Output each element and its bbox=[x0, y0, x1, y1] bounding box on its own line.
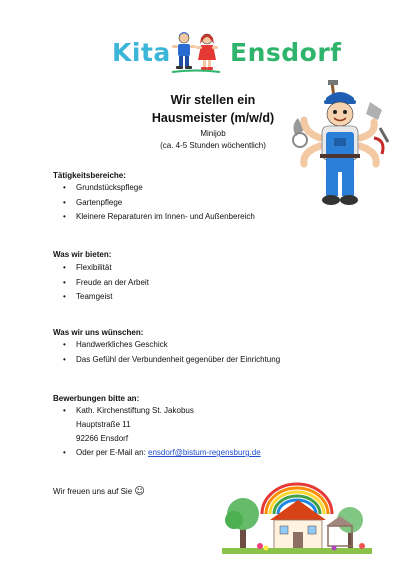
address-line-city: 92266 Ensdorf bbox=[76, 434, 129, 443]
list-item: • Gartenpflege bbox=[53, 196, 255, 211]
offer-list bbox=[53, 261, 149, 305]
list-item: • Grundstückspflege bbox=[53, 181, 255, 196]
list-item: • Teamgeist bbox=[53, 290, 149, 305]
list-item: • Handwerkliches Geschick bbox=[53, 338, 280, 353]
section-title-offer: Was wir bieten: bbox=[53, 250, 112, 259]
tasks-list bbox=[53, 181, 255, 225]
logo-kita-word: Kita bbox=[112, 38, 171, 67]
list-item: • Freude an der Arbeit bbox=[53, 276, 149, 291]
section-title-applications: Bewerbungen bitte an: bbox=[53, 394, 140, 403]
section-title-tasks: Tätigkeitsbereiche: bbox=[53, 171, 126, 180]
application-list bbox=[53, 404, 261, 461]
subtitle-hours: (ca. 4-5 Stunden wöchentlich) bbox=[160, 141, 266, 150]
section-title-wishes: Was wir uns wünschen: bbox=[53, 328, 144, 337]
list-item-email bbox=[53, 446, 261, 461]
children-logo-icon bbox=[170, 30, 222, 74]
smiley-icon: ☺ bbox=[134, 486, 145, 497]
subtitle-minijob: Minijob bbox=[200, 129, 226, 138]
list-item: • Kleinere Reparaturen im Innen- und Außenbereich bbox=[53, 210, 255, 225]
handyman-illustration bbox=[290, 80, 390, 210]
closing-line bbox=[53, 486, 145, 497]
logo-ensdorf-word: Ensdorf bbox=[230, 38, 342, 67]
closing-text: Wir freuen uns auf Sie bbox=[53, 487, 133, 496]
list-item-address bbox=[53, 404, 261, 446]
kindergarten-house-illustration bbox=[222, 474, 372, 554]
headline-line-1: Wir stellen ein bbox=[170, 93, 256, 107]
address-line-street: Hauptstraße 11 bbox=[76, 420, 131, 429]
email-prefix: Oder per E-Mail an: bbox=[76, 448, 149, 457]
email-link[interactable]: ensdorf@bistum-regensburg.de bbox=[148, 448, 261, 457]
address-line-name: • Kath. Kirchenstiftung St. Jakobus bbox=[76, 406, 194, 415]
kita-logo bbox=[112, 30, 342, 74]
list-item: • Flexibilität bbox=[53, 261, 149, 276]
headline-job-title: Hausmeister (m/w/d) bbox=[151, 111, 275, 125]
wishes-list bbox=[53, 338, 280, 367]
list-item: • Das Gefühl der Verbundenheit gegenüber der Einrichtung bbox=[53, 353, 280, 368]
